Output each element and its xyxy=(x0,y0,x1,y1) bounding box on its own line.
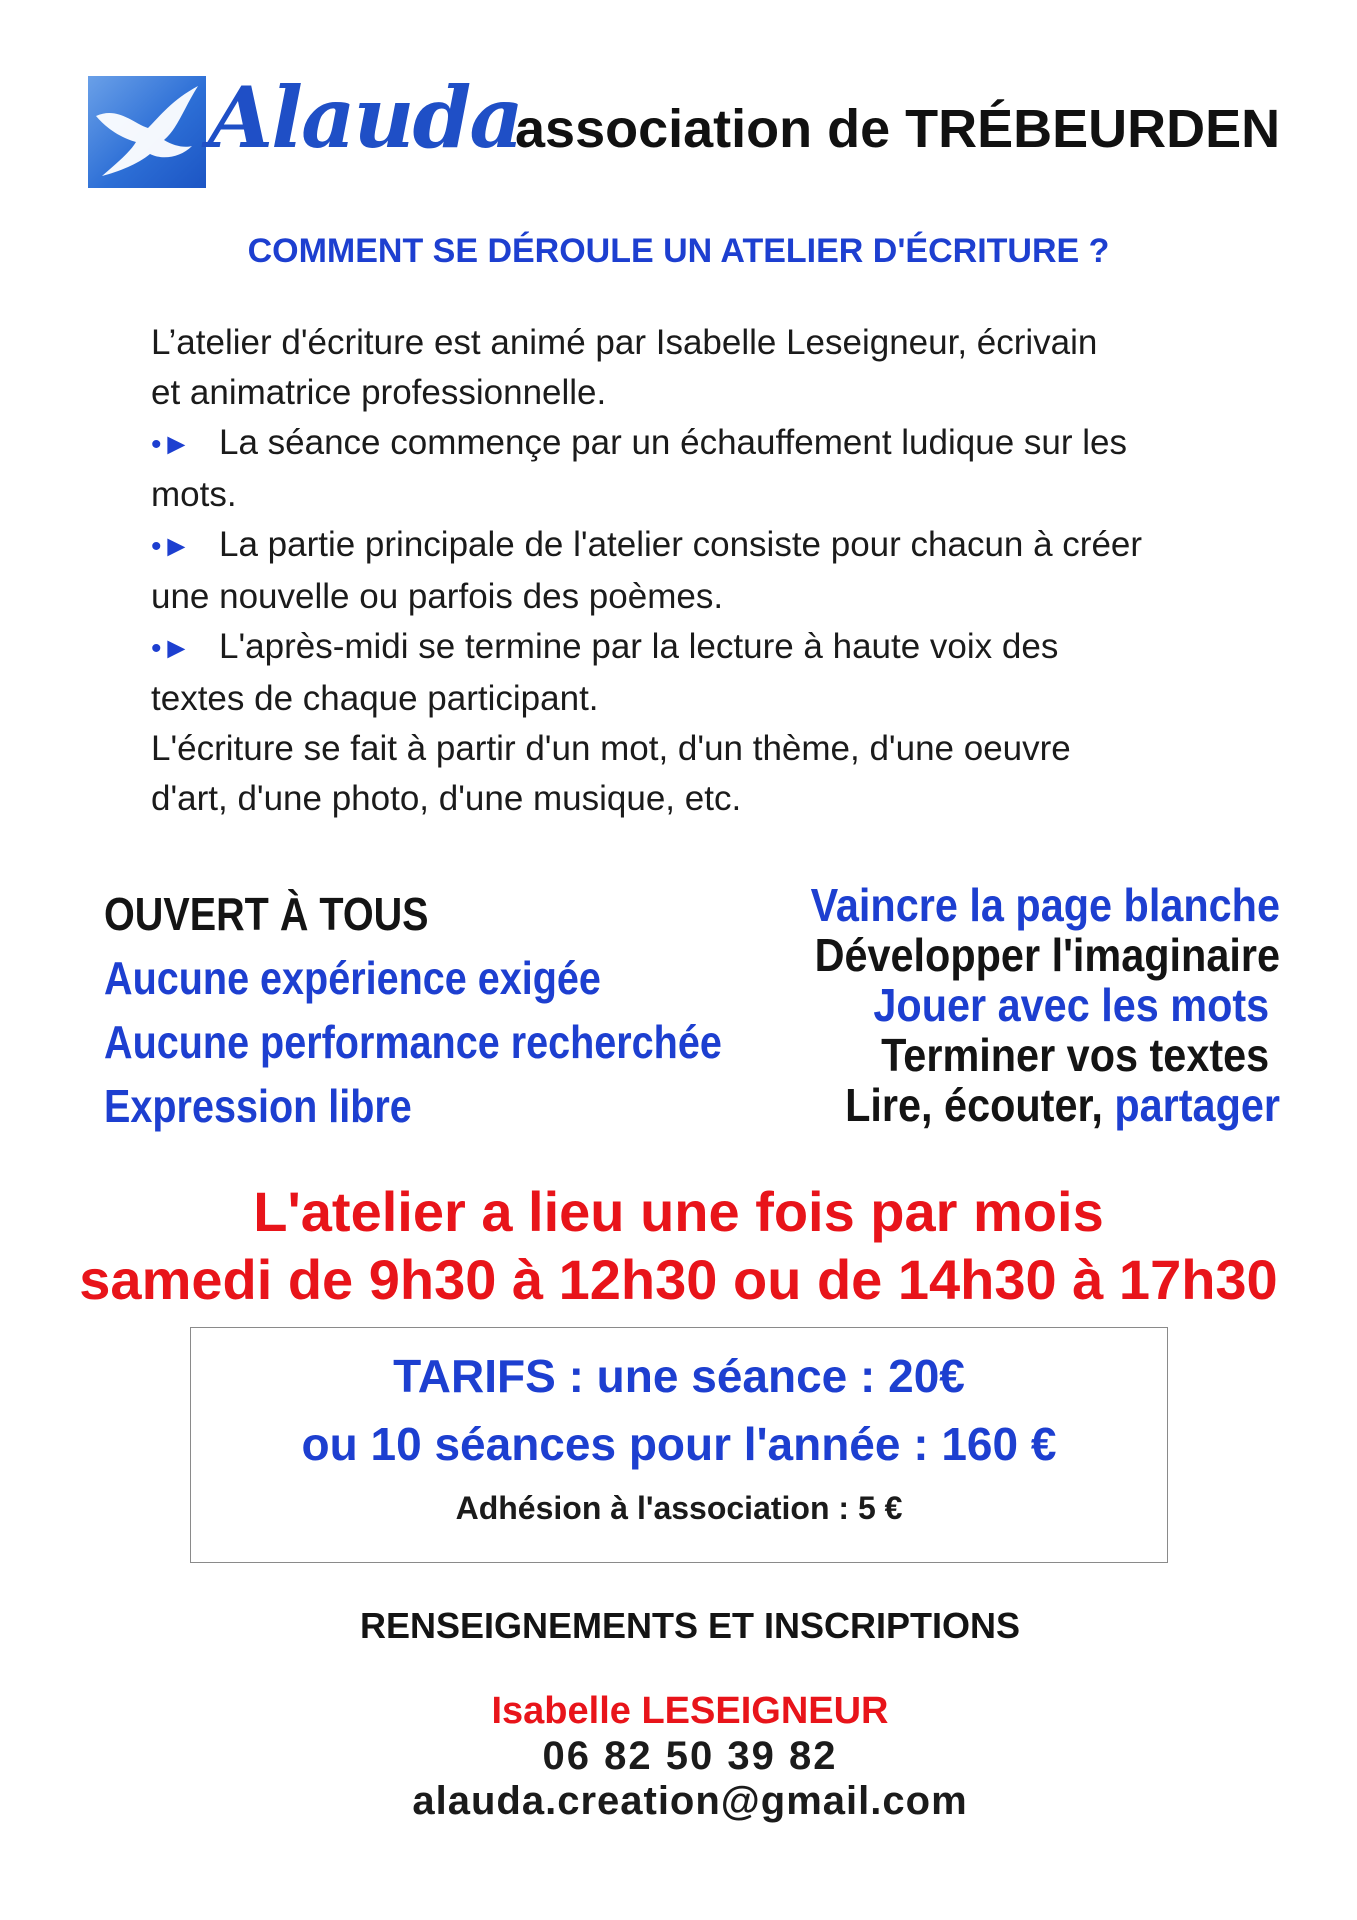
intro-line: une nouvelle ou parfois des poèmes. xyxy=(151,577,724,616)
tarifs-box xyxy=(190,1327,1168,1563)
bullet-item: •► L'après-midi se termine par la lecture à haute voix des xyxy=(151,622,1251,674)
schedule-line: L'atelier a lieu une fois par mois xyxy=(253,1180,1104,1243)
intro-line: L'écriture se fait à partir d'un mot, d'un thème, d'une oeuvre xyxy=(151,729,1071,768)
intro-line: textes de chaque participant. xyxy=(151,679,599,718)
bullet-item: •► La partie principale de l'atelier consiste pour chacun à créer xyxy=(151,520,1251,572)
intro-text xyxy=(151,318,1251,824)
list-item: Vaincre la page blanche xyxy=(810,879,1280,931)
schedule xyxy=(0,1178,1357,1314)
intro-line: mots. xyxy=(151,475,237,514)
contact-email: alauda.creation@gmail.com xyxy=(412,1779,968,1823)
intro-line: d'art, d'une photo, d'une musique, etc. xyxy=(151,779,742,818)
list-item: Développer l'imaginaire xyxy=(814,929,1280,981)
list-item: Expression libre xyxy=(104,1080,412,1132)
arrow-bullet-icon: •► xyxy=(151,632,192,665)
contact-block xyxy=(0,1688,1357,1824)
open-to-all-list xyxy=(104,882,764,1138)
list-item: Aucune expérience exigée xyxy=(104,952,601,1004)
bird-logo-icon xyxy=(88,76,206,188)
section-question: COMMENT SE DÉROULE UN ATELIER D'ÉCRITURE ? xyxy=(247,232,1110,270)
logo xyxy=(88,68,522,192)
contact-phone: 06 82 50 39 82 xyxy=(542,1734,838,1778)
intro-line: L’atelier d'écriture est animé par Isabelle Leseigneur, écrivain xyxy=(151,323,1098,362)
intro-line: et animatrice professionnelle. xyxy=(151,373,607,412)
schedule-line: samedi de 9h30 à 12h30 ou de 14h30 à 17h30 xyxy=(79,1248,1278,1311)
tarif-line: TARIFS : une séance : 20€ xyxy=(393,1350,965,1402)
arrow-bullet-icon: •► xyxy=(151,428,192,461)
page-title: association de TRÉBEURDEN xyxy=(515,99,1281,159)
arrow-bullet-icon: •► xyxy=(151,530,192,563)
tarif-line: ou 10 séances pour l'année : 160 € xyxy=(301,1418,1057,1470)
list-heading: OUVERT À TOUS xyxy=(104,888,429,940)
bullet-item: •► La séance commençe par un échauffement ludique sur les xyxy=(151,418,1251,470)
adhesion-fee: Adhésion à l'association : 5 € xyxy=(455,1490,903,1526)
list-item: Jouer avec les mots xyxy=(873,979,1270,1031)
goals-list xyxy=(700,880,1280,1130)
list-item: Terminer vos textes xyxy=(881,1029,1270,1081)
contact-name: Isabelle LESEIGNEUR xyxy=(491,1690,889,1732)
logo-text: Alauda xyxy=(208,68,522,167)
contact-heading: RENSEIGNEMENTS ET INSCRIPTIONS xyxy=(359,1605,1021,1646)
list-item: Lire, écouter, partager xyxy=(845,1079,1280,1131)
list-item: Aucune performance recherchée xyxy=(104,1016,722,1068)
